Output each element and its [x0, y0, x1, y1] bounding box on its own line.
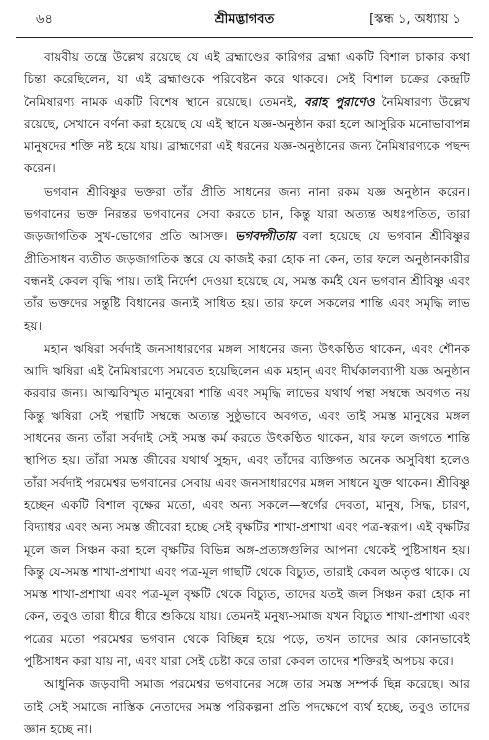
text-segment: বায়বীয় তন্ত্রে উল্লেখ রয়েছে যে এই ব্রহ্মাণ্ডের কারিগর ব্রহ্মা একটি বিশাল চাকার কথা চিন্তা করেছিলেন, যা এই ব্রহ্মাণ্ডকে পরিবেষ্টন করে থাকবে। সেই বিশাল চক্রের কেন্দ্রটি নৈমিষারণ্য নামক একটি বিশেষ স্থানে রয়েছে। তেমনই,: [24, 50, 470, 109]
text-segment: মহান ঋষিরা সর্বদাই জনসাধারণের মঙ্গল সাধনের জন্য উৎকণ্ঠিত থাকেন, এবং শৌনক আদি ঋষিরা এই নৈমিষারণ্যে সমবেত হয়েছিলেন এক মহান্ এবং দীর্ঘকালব্যাপী যজ্ঞ অনুষ্ঠান করবার জন্য। আত্মবিস্মৃত মানুষেরা শান্তি এবং সমৃদ্ধি লাভের যথার্থ পন্থা সম্বন্ধে অবগত নয় কিন্তু ঋষিরা সেই পন্থাটি সম্বন্ধে অত্যন্ত সুষ্ঠুভাবে অবগত, এবং তাই সমস্ত মানুষের মঙ্গল সাধনের জন্য তাঁরা সর্বদাই সেই সমস্ত কর্ম করতে উৎকণ্ঠিত থাকেন, যার ফলে জগতে শান্তি স্থাপিত হয়। তাঁরা সমস্ত জীবের যথার্থ সুহৃদ, এবং তাঁদের ব্যক্তিগত অনেক অসুবিধা হলেও তাঁরা সর্বদাই পরমেশ্বর ভগবানের সেবায় এবং জনসাধারণের মঙ্গল সাধনে যুক্ত থাকেন। শ্রীবিষ্ণু হচ্ছেন একটি বিশাল বৃক্ষের মতো, এবং অন্য সকলে—স্বর্গের দেবতা, মানুষ, সিদ্ধ, চারণ, বিদ্যাধর এবং অন্য সমস্ত জীবেরা হচ্ছে সেই বৃক্ষটির শাখা-প্রশাখা এবং পত্র-স্বরূপ। এই বৃক্ষটির মূলে জল সিঞ্চন করা হলে বৃক্ষটির বিভিন্ন অঙ্গ-প্রত্যঙ্গগুলির আপনা থেকেই পুষ্টিসাধন হয়। কিন্তু যে-সমস্ত শাখা-প্রশাখা এবং পত্র-মূল গাছটি থেকে বিচ্যুত, তারাই কেবল অতৃপ্ত থাকে। যে সমস্ত শাখা-প্রশাখা এবং পত্র-মূল বৃক্ষটি থেকে বিচ্যুত, তাদের যতই জল সিঞ্চন করা হোক না কেন, তবুও তারা ধীরে ধীরে শুকিয়ে যায়। তেমনই মনুষ্য-সমাজ যখন বিচ্যুত শাখা-প্রশাখা এবং পত্রের মতো পরমেশ্বর ভগবান থেকে বিচ্ছিন্ন হয়ে পড়ে, তখন তাদের আর কোনভাবেই পুষ্টিসাধন করা যায় না, এবং যারা সেই চেষ্টা করে তারা কেবল তাদের শক্তিরই অপচয় করে।: [24, 341, 470, 669]
running-title: শ্রীমদ্ভাগবত: [214, 12, 275, 27]
paragraph: [24, 338, 470, 672]
page-body: [24, 46, 470, 740]
text-segment: বলা হয়েছে যে ভগবান শ্রীবিষ্ণুর প্রীতিসাধন ব্যতীত জড়জাগতিক স্তরে যে কাজই করা হোক না কেন, তার ফলে অনুষ্ঠানকারীর বন্ধনই কেবল বৃদ্ধি পায়। তাই নির্দেশ দেওয়া হয়েছে যে, সমস্ত কর্মই যেন ভগবান শ্রীবিষ্ণু এবং তাঁর ভক্তদের সন্তুষ্টি বিধানের জন্যই সাধিত হয়। তার ফলে সকলের শান্তি এবং সমৃদ্ধি লাভ হয়।: [24, 229, 470, 333]
book-title-italic: বরাহ পুরাণেও: [304, 94, 375, 109]
section-reference: [স্কন্ধ ১, অধ্যায় ১: [369, 12, 461, 27]
text-segment: আধুনিক জড়বাদী সমাজ পরমেশ্বর ভগবানের সঙ্গে তার সমস্ত সম্পর্ক ছিন্ন করেছে। আর তাই সেই সমাজে নাস্তিক নেতাদের সমস্ত পরিকল্পনা প্রতি পদক্ষেপে ব্যর্থ হচ্ছে, তবুও তাদের জ্ঞান হচ্ছে না।: [24, 677, 470, 736]
book-title-italic: ভগবদ্গীতায়: [235, 229, 296, 244]
text-segment: ভগবান শ্রীবিষ্ণুর ভক্তরা তাঁর প্রীতি সাধনের জন্য নানা রকম যজ্ঞ অনুষ্ঠান করেন। ভগবানের ভক্ত নিরন্তর ভগবানের সেবা করতে চান, কিন্তু যারা অত্যন্ত অধঃপতিত, তারা জড়জাগতিক সুখ-ভোগের প্রতি আসক্ত।: [24, 184, 470, 244]
page-number: ৬৪: [36, 12, 53, 27]
paragraph: [24, 46, 470, 180]
paragraph: [24, 673, 470, 740]
header-rule: [16, 37, 473, 38]
paragraph: [24, 181, 470, 337]
text-segment: নৈমিষারণ্য উল্লেখ রয়েছে, সেখানে বর্ণনা করা হয়েছে যে এই স্থানে যজ্ঞ-অনুষ্ঠান করা হলে আসুরিক মনোভাবাপন্ন মানুষদের শক্তি নষ্ট হয়ে যায়। ব্রাহ্মণেরা এই ধরনের যজ্ঞ-অনুষ্ঠানের জন্য নৈমিষারণ্যকে পছন্দ করেন।: [24, 94, 470, 176]
page-header: [16, 10, 473, 32]
